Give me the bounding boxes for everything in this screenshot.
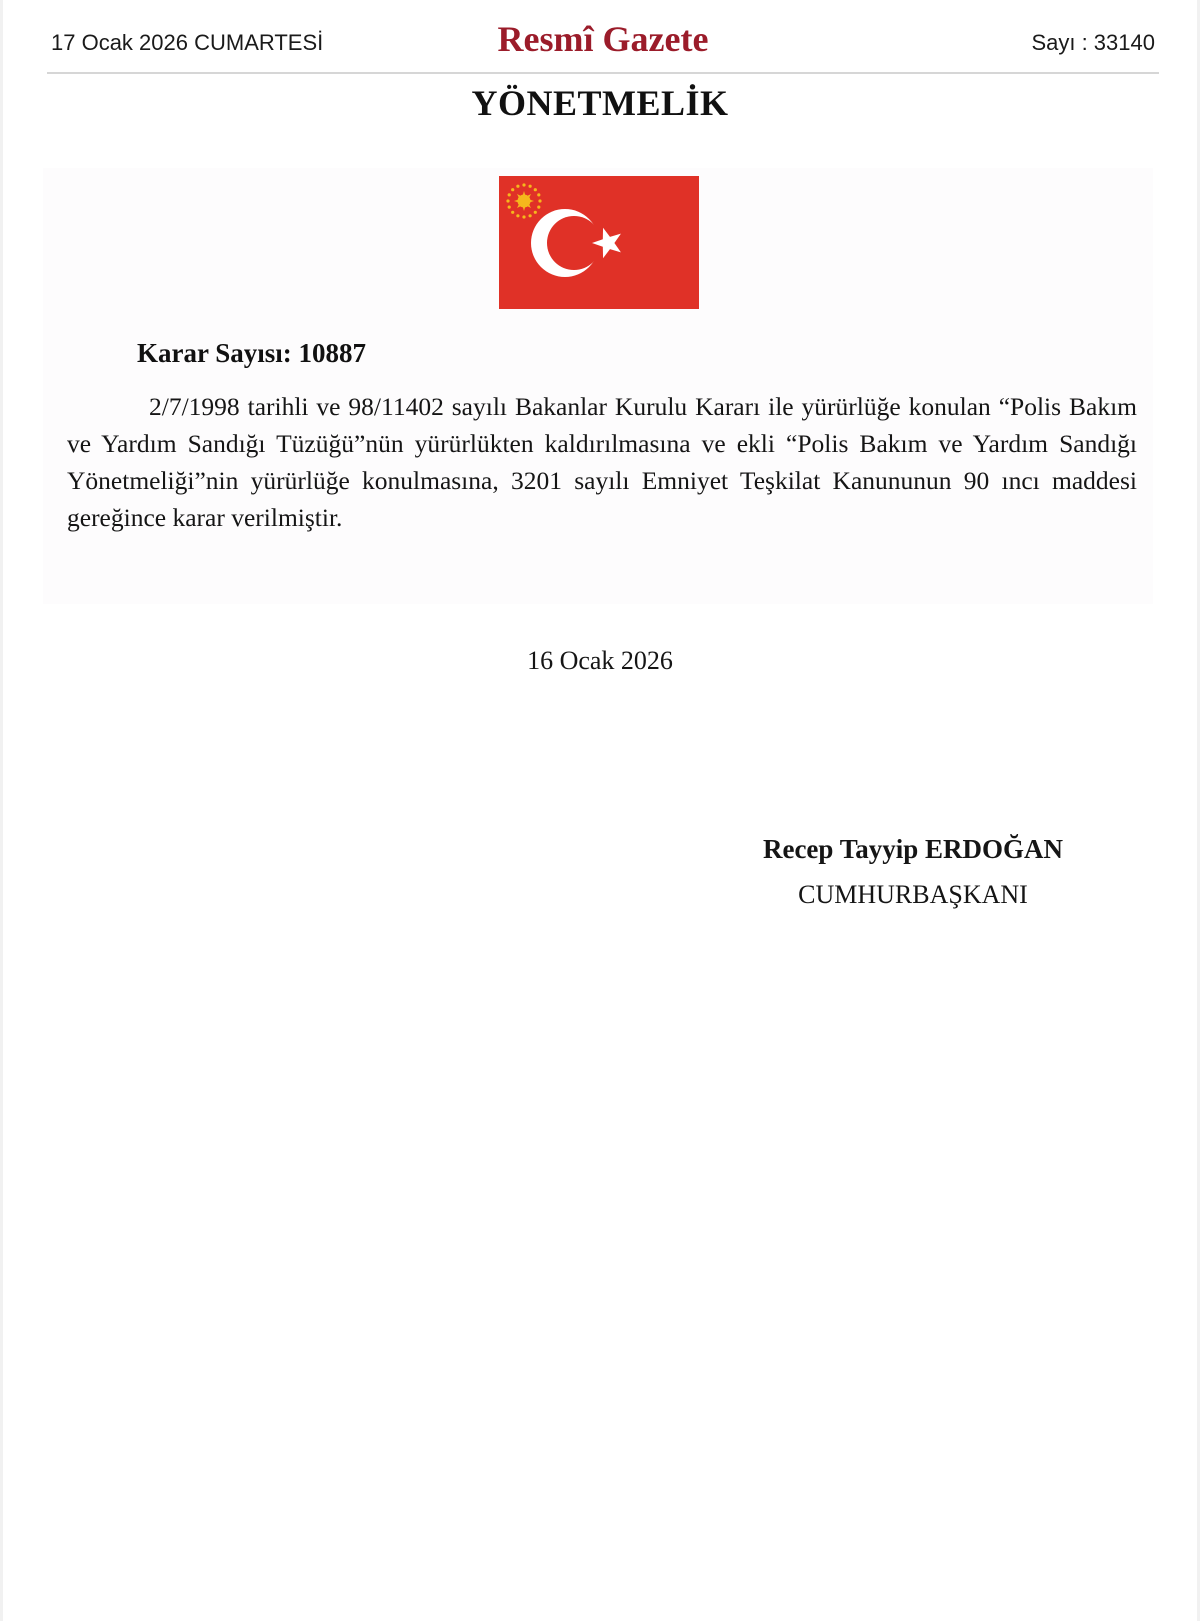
issue-number: Sayı : 33140 (1031, 30, 1155, 55)
gazette-header (47, 18, 1159, 74)
signing-date: 16 Ocak 2026 (527, 646, 673, 675)
gazette-page (3, 0, 1197, 1621)
gazette-title: Resmî Gazete (497, 19, 709, 59)
signatory-title: CUMHURBAŞKANI (798, 880, 1028, 909)
signatory-name: Recep Tayyip ERDOĞAN (762, 834, 1064, 864)
section-title: YÖNETMELİK (471, 83, 729, 123)
turkish-presidential-flag-icon (499, 176, 699, 309)
decision-text: 2/7/1998 tarihli ve 98/11402 sayılı Bakanlar Kurulu Kararı ile yürürlüğe konulan “Polis Bakım ve Yardım Sandığı Tüzüğü”nün yürürlükten kaldırılmasına ve ekli “Polis Bakım ve Yardım Sandığı Yönetmeliği”nin yürürlüğe konulmasına, 3201 sayılı Emniyet Teşkilat Kanununun 90 ıncı maddesi gereğince karar verilmiştir. (67, 392, 1137, 532)
decision-number: Karar Sayısı: 10887 (137, 338, 366, 368)
publication-date: 17 Ocak 2026 CUMARTESİ (51, 30, 324, 55)
